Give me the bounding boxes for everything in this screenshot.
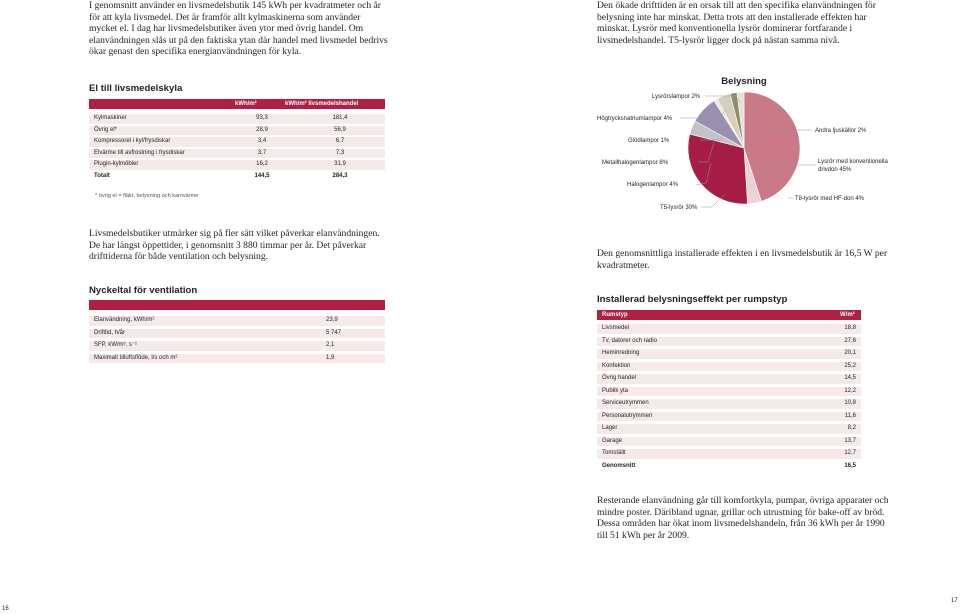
drift-paragraph: Livsmedelsbutiker utmärker sig på fler sätt vilket påverkar elanvändningen. De har längst öppettider, i genomsnitt 3 880 timmar per år. Det påverkar drifttiderna för både ventilation och belysning. [89,228,380,263]
table-row [89,114,385,124]
effect-col2-header: W/m² [840,312,855,318]
el-table-title: El till livsmedelskyla [89,83,183,94]
slice-label [818,159,890,173]
row-label: Maximalt tilluftsflöde, l/s och m² [89,354,321,364]
row-label: Heminredning [597,349,832,359]
table-row [89,126,385,136]
row-value: 8,2 [832,424,861,434]
row-label: Övrig handel [597,374,832,384]
row-value: 2,1 [321,341,385,351]
table-row [89,329,385,339]
vent-table [89,300,385,366]
effect-table [597,310,861,474]
row-value-2: 181,4 [295,114,385,124]
row-label: Livsmedel [597,324,832,334]
table-row [597,449,861,459]
row-label: Övrig el* [89,126,229,136]
slice-label: Metallhalogenlampor 8% [602,160,669,166]
vent-table-title: Nyckeltal för ventilation [89,285,198,296]
vent-table-header [89,300,385,310]
slice-label: Halogenlampor 4% [627,182,679,188]
row-value: 20,1 [832,349,861,359]
slice-label: Andra ljuskällor 2% [815,128,867,134]
table-row [597,349,861,359]
effect-paragraph: Den genomsnittliga installerade effekten i en livsmedelsbutik är 16,5 W per kvadratmeter. [597,248,888,271]
row-value: 18,8 [832,324,861,334]
row-label: Elanvändning, kWh/m² [89,316,321,326]
chart-title: Belysning [721,76,767,87]
pie-slices [688,92,800,204]
row-value-2: 7,3 [295,149,385,159]
row-label: Konfektion [597,362,832,372]
table-row-total [89,172,385,182]
table-row [89,137,385,147]
right-page-number: 17 [951,598,958,604]
row-value: 12,2 [832,387,861,397]
table-row-total [597,462,861,472]
slice-label: T8-lysrör med HF-don 4% [795,196,865,202]
table-row [89,316,385,326]
row-value-1: 28,9 [229,126,295,136]
row-label: Kylmaskiner [89,114,229,124]
el-col2-header: kWh/m² livsmedelshandel [285,101,359,107]
slice-label: Lysrörslampor 2% [652,94,701,100]
row-value: 11,6 [832,412,861,422]
row-value: 1,9 [321,354,385,364]
row-value: 14,5 [832,374,861,384]
row-value-1: 3,7 [229,149,295,159]
el-table-header [89,99,385,109]
row-label: Plugin-kylmöbler [89,160,229,170]
table-row [597,362,861,372]
left-page-number: 16 [2,606,9,612]
table-row [597,424,861,434]
effect-table-header [597,310,861,320]
closing-paragraph: Resterande elanvändning går till komfortkyla, pumpar, övriga apparater och mindre poster. Däribland ugnar, grillar och utrustning för bake-off av bröd. Dessa områden har ökat inom livsmedelshandeln, från 36 kWh per år 1990 till 51 kWh per år 2009. [597,495,889,541]
row-value-1: 16,2 [229,160,295,170]
table-row [597,437,861,447]
row-value: 12,7 [832,449,861,459]
row-value: 27,6 [832,337,861,347]
table-row [597,399,861,409]
effect-col1-header: Rumstyp [602,312,628,318]
table-row [89,149,385,159]
row-value-1: 3,4 [229,137,295,147]
row-value-1: 93,3 [229,114,295,124]
row-label: Personalutrymmen [597,412,832,422]
row-value: 10,8 [832,399,861,409]
row-label: Elvärme till avfrostning i frysdiskar [89,149,229,159]
el-table-footnote: * övrig el = fläkt, belysning och kamvärme [95,193,199,199]
row-value-2: 6,7 [295,137,385,147]
belysning-pie-chart [580,70,900,215]
row-label: Drifttid, h/år [89,329,321,339]
vent-table-body [89,313,385,366]
row-label: Tomställt [597,449,832,459]
row-value-2: 284,3 [332,172,348,179]
row-label: Kompressorel i kyl/frysdiskar [89,137,229,147]
slice-label-line: Lysrör med konventionella [818,159,888,165]
row-label: Serviceutrymmen [597,399,832,409]
table-row [89,160,385,170]
slice-label: T5-lysrör 30% [660,205,698,211]
row-value: 16,5 [844,462,856,469]
table-row [597,337,861,347]
el-col1-header: kWh/m² [235,101,257,107]
row-value: 23,9 [321,316,385,326]
row-value: 13,7 [832,437,861,447]
table-row [597,374,861,384]
row-label: Genomsnitt [602,462,636,469]
row-value-1: 144,5 [254,172,270,179]
table-row [597,412,861,422]
row-value: 25,2 [832,362,861,372]
el-table [89,99,385,183]
row-value-2: 56,9 [295,126,385,136]
slice-label: Glödlampor 1% [628,138,670,144]
table-row [597,387,861,397]
row-value: 5 747 [321,329,385,339]
row-label: Totalt [94,172,110,179]
table-row [597,324,861,334]
effect-table-title: Installerad belysningseffekt per rumpstyp [597,294,788,305]
row-label: Publik yta [597,387,832,397]
el-table-body [89,112,385,183]
slice-label: Högtrycksnatriumlampor 4% [597,116,673,122]
row-label: SFP, kW/m³, s⁻¹ [89,341,321,351]
row-label: Lager [597,424,832,434]
effect-table-body [597,321,861,474]
table-row [89,354,385,364]
table-row [89,341,385,351]
row-label: Garage [597,437,832,447]
left-intro-paragraph: I genomsnitt använder en livsmedelsbutik 145 kWh per kvadratmeter och år för att kyla livsmedel. Det är framför allt kylmaskinerna som använder mycket el. I dag har livsmedelsbutiker även ytor med övrig handel. Om elanvändningen slås ut på den faktiska ytan där handel med livsmedel bedrivs ökar genast den specifika energianvändningen för kyla. [89,0,388,58]
slice-label-line: drivdon 45% [818,167,852,173]
row-value-2: 31,9 [295,160,385,170]
row-label: Tv, datorer och radio [597,337,832,347]
right-intro-paragraph: Den ökade drifttiden är en orsak till att den specifika elanvändningen för belysning inte har minskat. Detta trots att den installerade effekten har minskat. Lysrör med konventionella lysrör dominerar fortfarande i livsmedelshandel. T5-lysrör ligger dock på nästan samma nivå. [597,0,876,46]
